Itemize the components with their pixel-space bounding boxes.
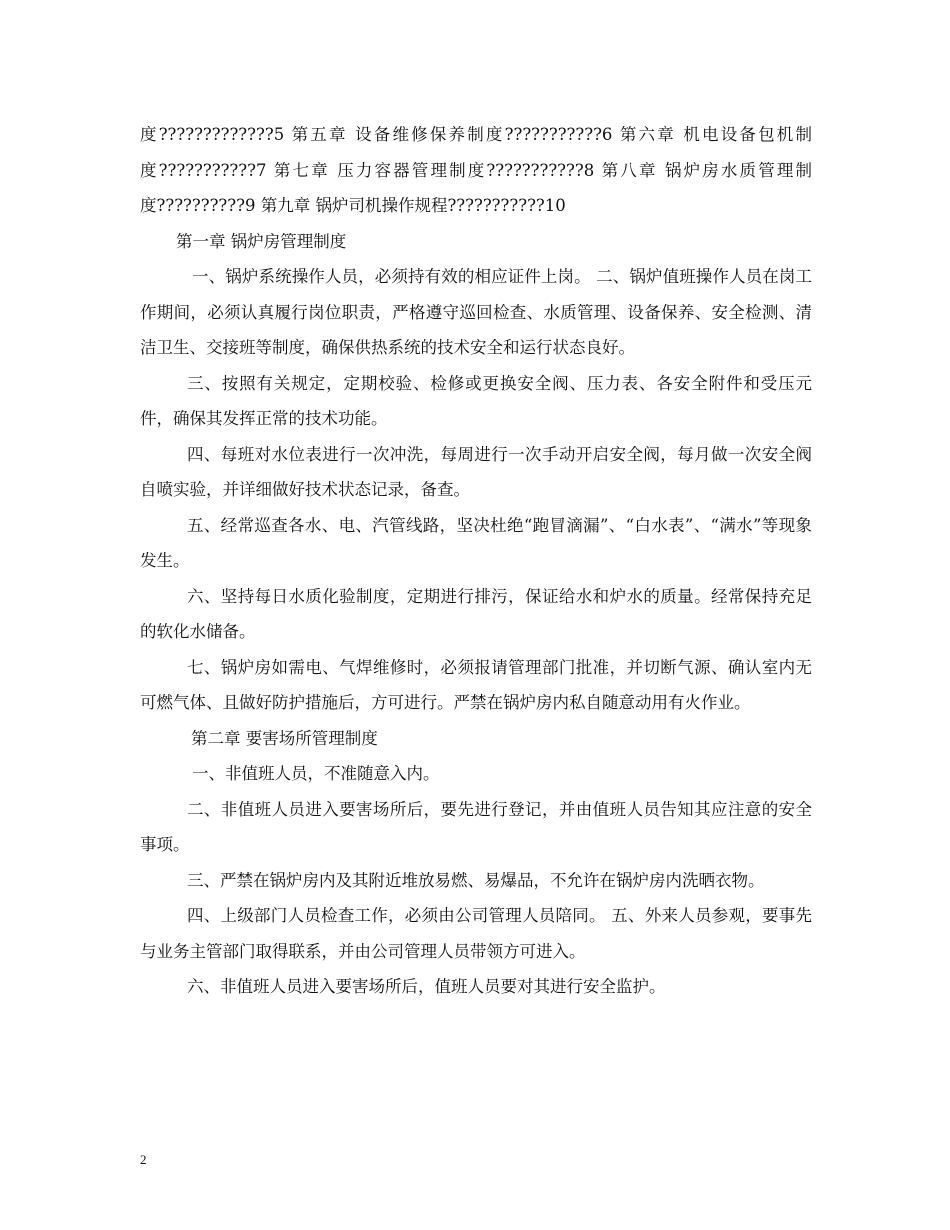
chapter-2-paragraph-3: 三、严禁在锅炉房内及其附近堆放易燃、易爆品，不允许在锅炉房内洗晒衣物。 [187,870,765,890]
chapter-2-title: 第二章 要害场所管理制度 [191,728,378,748]
document-body [140,117,812,1005]
chapter-1-paragraph-6: 六、坚持每日水质化验制度，定期进行排污，保证给水和炉水的质量。经常保持充足的软化水储备。 [140,586,812,641]
chapter-1-paragraph-1: 一、锅炉系统操作人员，必须持有效的相应证件上岗。 二、锅炉值班操作人员在岗工作期间，必须认真履行岗位职责，严格遵守巡回检查、水质管理、设备保养、安全检测、清洁卫生、交接班等制度，确保供热系统的技术安全和运行状态良好。 [140,267,812,357]
chapter-1-paragraph-4: 四、每班对水位表进行一次冲洗，每周进行一次手动开启安全阀，每月做一次安全阀自喷实验，并详细做好技术状态记录，备查。 [140,444,812,499]
chapter-1-paragraph-7: 七、锅炉房如需电、气焊维修时，必须报请管理部门批准，并切断气源、确认室内无可燃气体、且做好防护措施后，方可进行。严禁在锅炉房内私自随意动用有火作业。 [140,657,812,712]
chapter-1-paragraph-5: 五、经常巡查各水、电、汽管线路，坚决杜绝“跑冒滴漏”、“白水表”、“满水”等现象发生。 [140,515,812,570]
chapter-2-paragraph-2: 二、非值班人员进入要害场所后，要先进行登记，并由值班人员告知其应注意的安全事项。 [140,799,812,854]
chapter-2-paragraph-1: 一、非值班人员，不准随意入内。 [192,764,440,783]
chapter-2-paragraph-4: 四、上级部门人员检查工作，必须由公司管理人员陪同。 五、外来人员参观，要事先与业务主管部门取得联系，并由公司管理人员带领方可进入。 [140,906,812,961]
chapter-2-paragraph-6: 六、非值班人员进入要害场所后，值班人员要对其进行安全监护。 [187,977,666,996]
page-number: 2 [140,1152,147,1167]
toc-continuation: 度?????????????5 第五章 设备维修保养制度???????????6 第六章 机电设备包机制度???????????7 第七章 压力容器管理制度???????????8 第八章 锅炉房水质管理制度??????????9 第九章 锅炉司机操作规程???????????10 [140,125,812,215]
chapter-1-title: 第一章 锅炉房管理制度 [176,231,347,251]
chapter-1-paragraph-3: 三、按照有关规定，定期校验、检修或更换安全阀、压力表、各安全附件和受压元件，确保其发挥正常的技术功能。 [140,373,812,428]
